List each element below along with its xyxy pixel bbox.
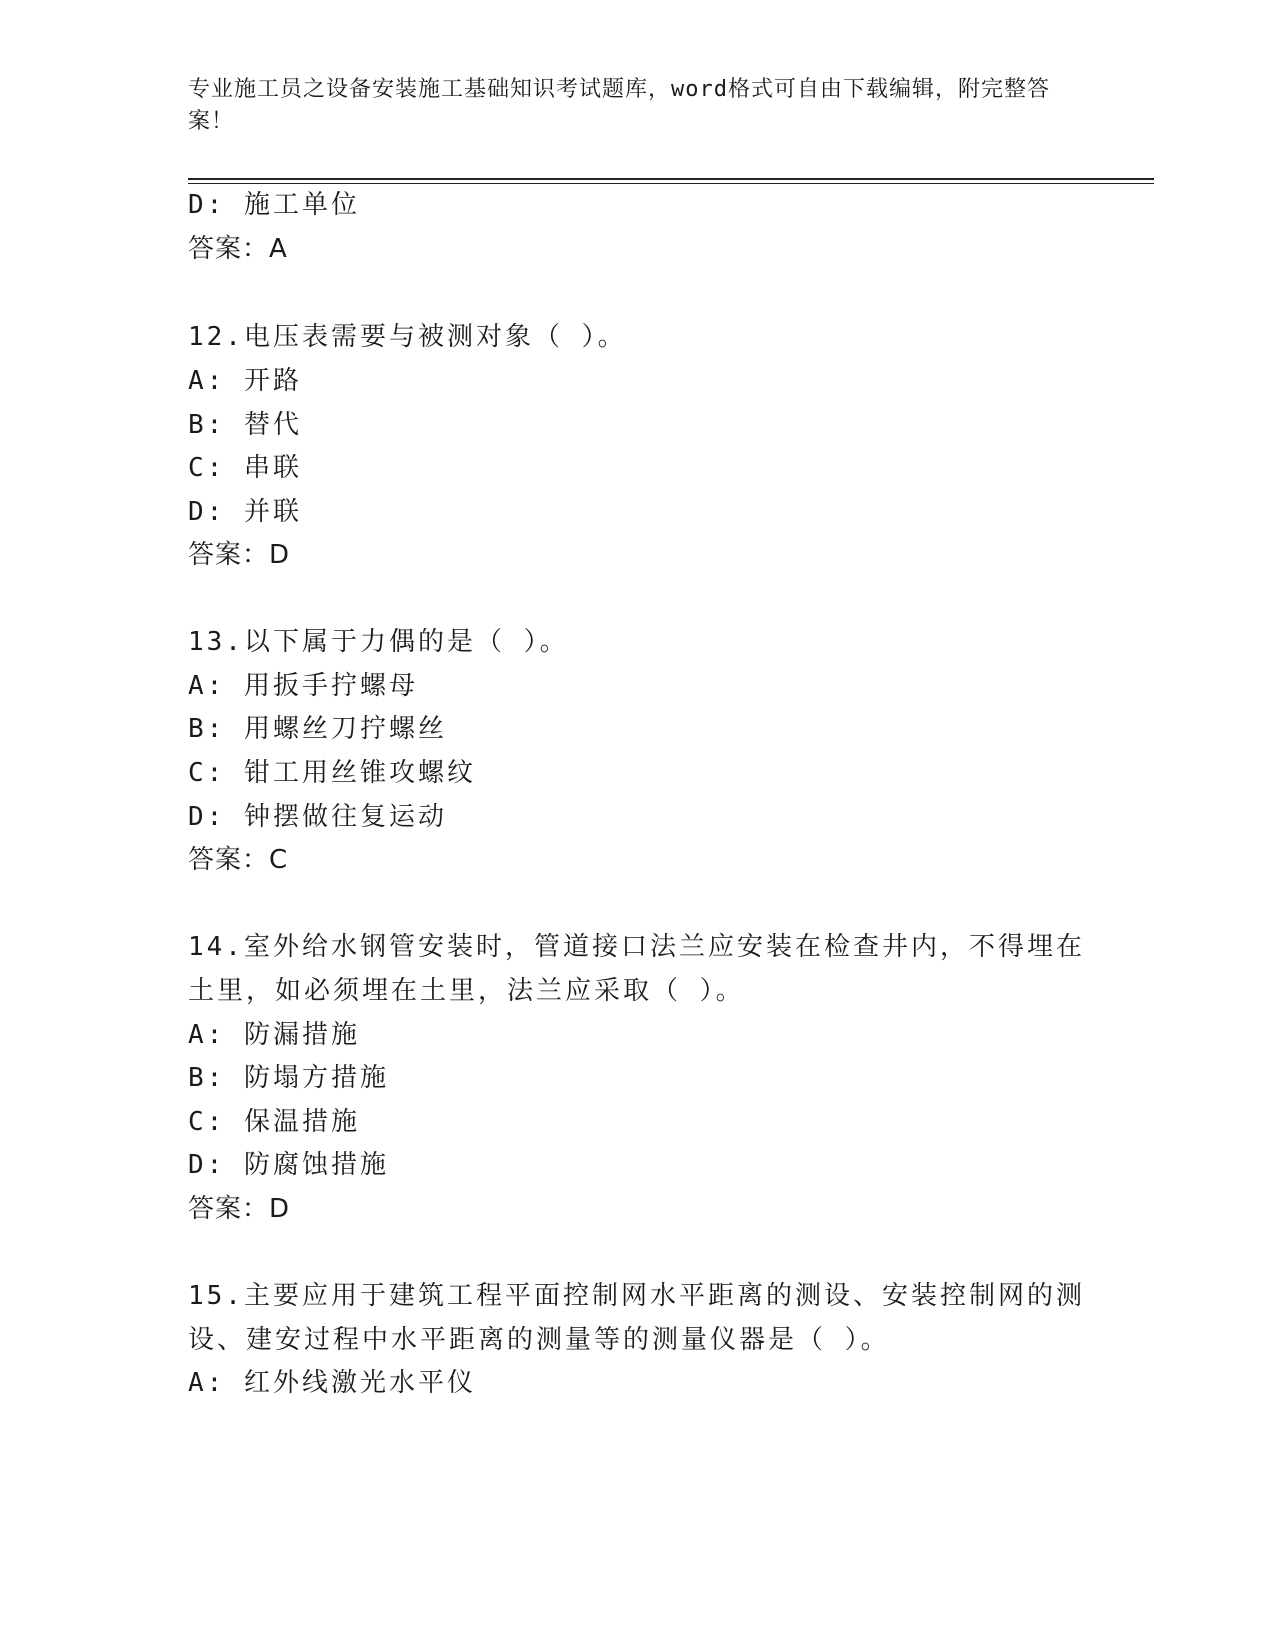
option-b: B: 用螺丝刀拧螺丝 (188, 714, 447, 744)
header-divider-thin (188, 183, 1154, 184)
option-d: D: 并联 (188, 497, 302, 527)
option-b: B: 防塌方措施 (188, 1063, 389, 1093)
option-d: D: 防腐蚀措施 (188, 1150, 389, 1180)
question-stem-line-2: 设、建安过程中水平距离的测量等的测量仪器是（ ）。 (188, 1325, 890, 1355)
option-c: C: 保温措施 (188, 1107, 360, 1137)
option-b: B: 替代 (188, 410, 302, 440)
question-stem-line-1: 14.室外给水钢管安装时，管道接口法兰应安装在检查井内，不得埋在 (188, 932, 1085, 962)
answer-label: 答案：D (188, 540, 291, 570)
option-a: A: 用扳手拧螺母 (188, 671, 418, 701)
option-a: A: 红外线激光水平仪 (188, 1368, 476, 1398)
header-divider-thick (188, 178, 1154, 180)
answer-label: 答案：A (188, 234, 288, 264)
option-c: C: 钳工用丝锥攻螺纹 (188, 758, 476, 788)
option-d: D: 钟摆做往复运动 (188, 802, 447, 832)
answer-label: 答案：D (188, 1194, 291, 1224)
question-stem: 12.电压表需要与被测对象（ ）。 (188, 322, 627, 352)
question-stem-line-2: 土里，如必须埋在土里，法兰应采取（ ）。 (188, 976, 745, 1006)
question-stem: 13.以下属于力偶的是（ ）。 (188, 627, 569, 657)
option-c: C: 串联 (188, 453, 302, 483)
answer-label: 答案：C (188, 845, 289, 875)
option-a: A: 防漏措施 (188, 1020, 360, 1050)
document-header: 专业施工员之设备安装施工基础知识考试题库，word格式可自由下载编辑，附完整答案！ (188, 77, 1050, 134)
option-d: D: 施工单位 (188, 190, 360, 220)
question-stem-line-1: 15.主要应用于建筑工程平面控制网水平距离的测设、安装控制网的测 (188, 1281, 1085, 1311)
option-a: A: 开路 (188, 366, 302, 396)
